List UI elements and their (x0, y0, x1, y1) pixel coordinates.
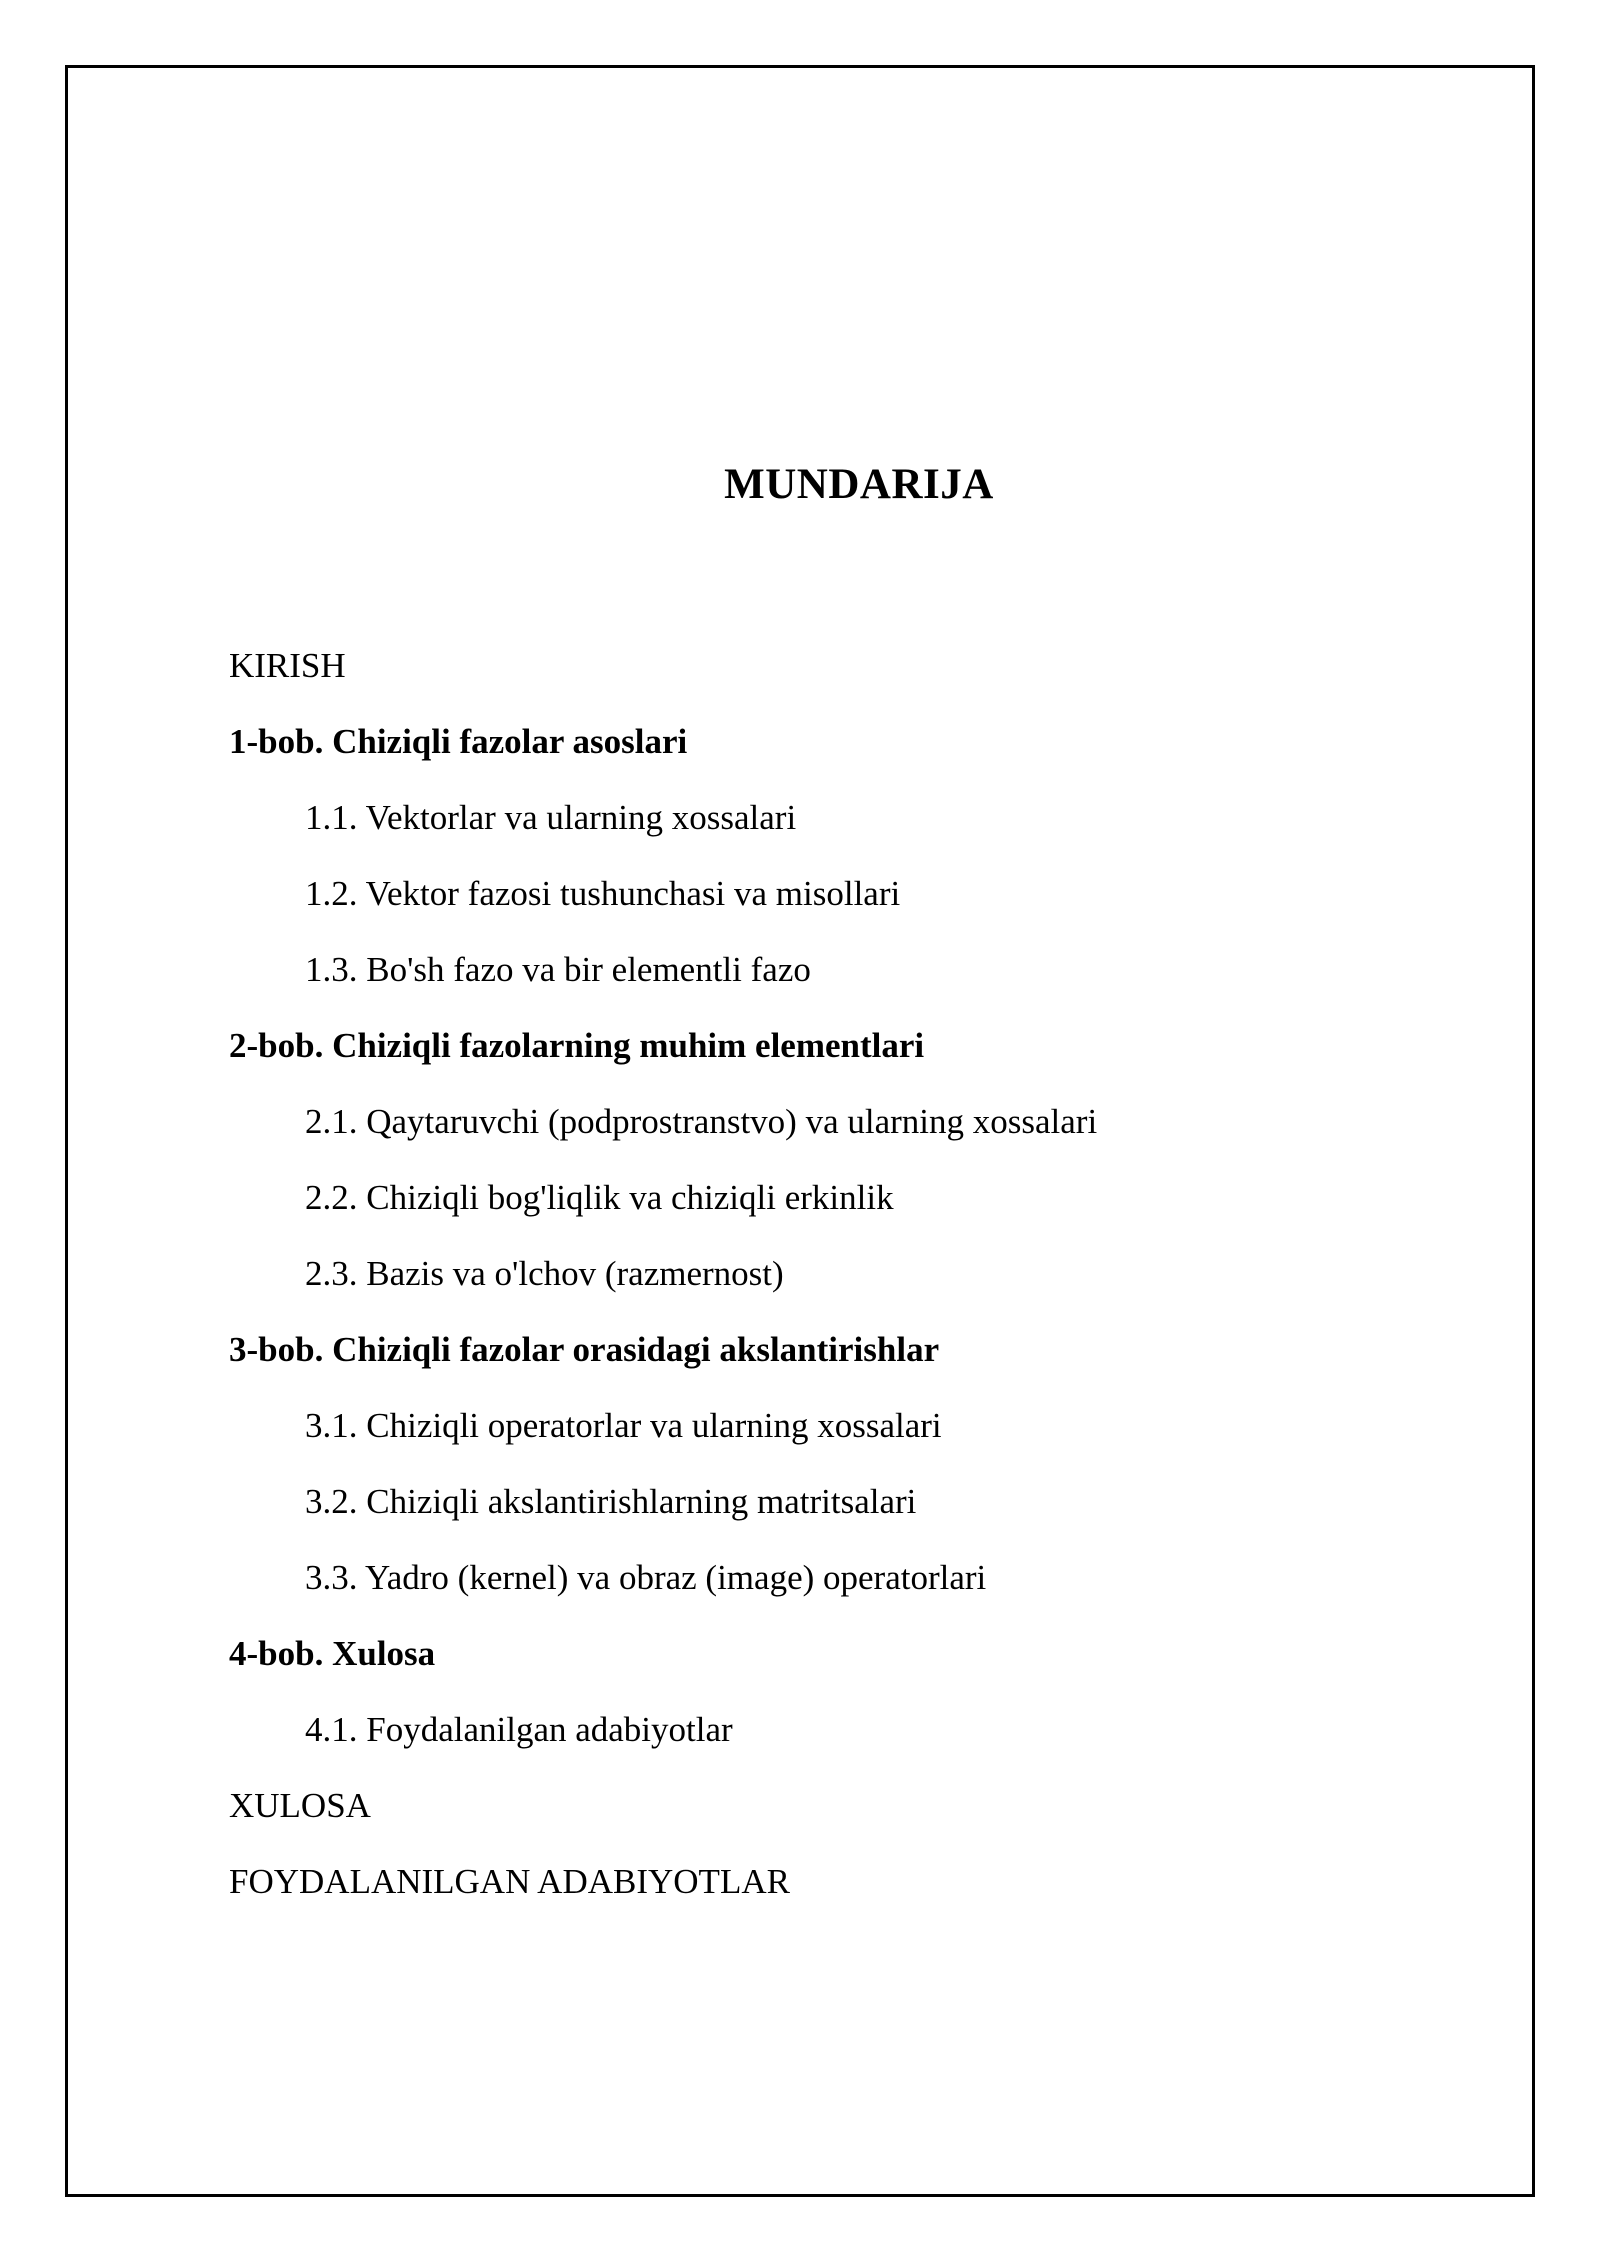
toc-chapter-3: 3-bob. Chiziqli fazolar orasidagi akslantirishlar (229, 1330, 940, 1369)
toc-section-1-3: 1.3. Bo'sh fazo va bir elementli fazo (305, 950, 811, 989)
toc-section-3-3: 3.3. Yadro (kernel) va obraz (image) operatorlari (305, 1558, 987, 1597)
toc-entry-kirish: KIRISH (229, 646, 346, 685)
toc-entry-xulosa: XULOSA (229, 1786, 371, 1825)
toc-section-2-2: 2.2. Chiziqli bog'liqlik va chiziqli erkinlik (305, 1178, 894, 1217)
toc-section-4-1: 4.1. Foydalanilgan adabiyotlar (305, 1710, 733, 1749)
toc-section-2-3: 2.3. Bazis va o'lchov (razmernost) (305, 1254, 784, 1293)
toc-section-2-1: 2.1. Qaytaruvchi (podprostranstvo) va ularning xossalari (305, 1102, 1098, 1141)
toc-section-3-1: 3.1. Chiziqli operatorlar va ularning xossalari (305, 1406, 942, 1445)
page-title: MUNDARIJA (724, 461, 994, 508)
toc-section-1-2: 1.2. Vektor fazosi tushunchasi va misollari (305, 874, 901, 913)
toc-section-3-2: 3.2. Chiziqli akslantirishlarning matritsalari (305, 1482, 917, 1521)
toc-chapter-4: 4-bob. Xulosa (229, 1634, 436, 1673)
toc-section-1-1: 1.1. Vektorlar va ularning xossalari (305, 798, 797, 837)
toc-chapter-1: 1-bob. Chiziqli fazolar asoslari (229, 722, 688, 761)
toc-chapter-2: 2-bob. Chiziqli fazolarning muhim elementlari (229, 1026, 925, 1065)
table-of-contents (229, 638, 1489, 1930)
toc-entry-adabiyotlar: FOYDALANILGAN ADABIYOTLAR (229, 1862, 790, 1901)
